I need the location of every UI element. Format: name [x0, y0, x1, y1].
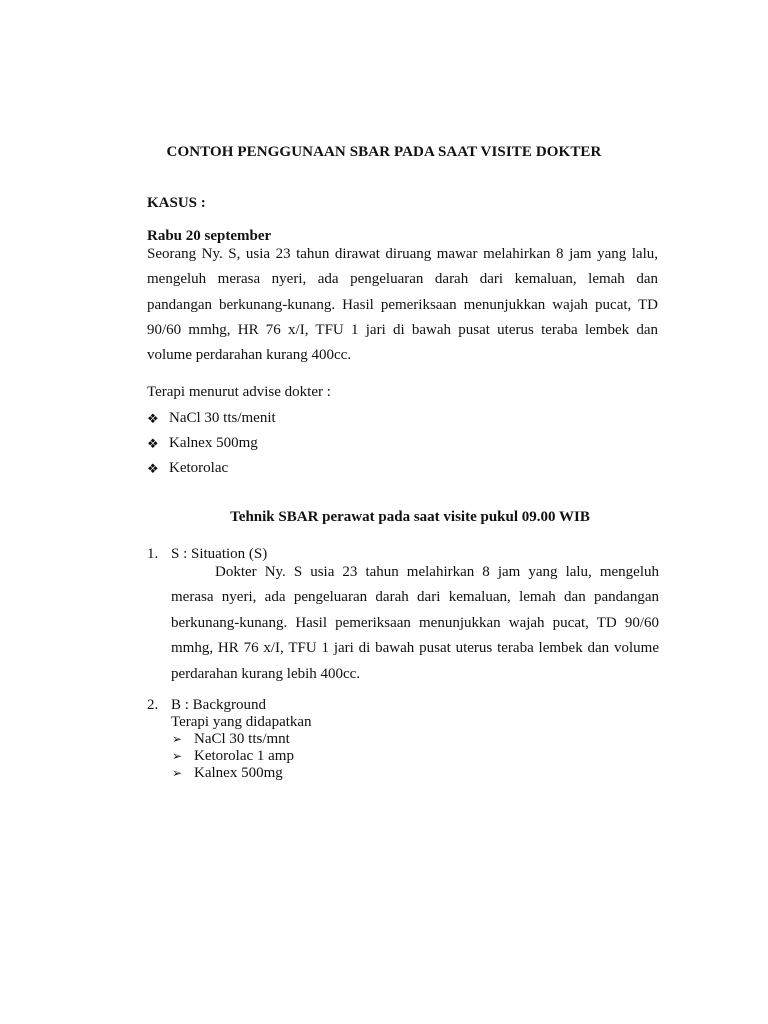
- situation-line: merasa nyeri, ada pengeluaran darah dari kemaluan, lemah dan pandangan: [171, 589, 659, 606]
- terapi-list: [147, 406, 276, 481]
- section-subtitle: Tehnik SBAR perawat pada saat visite pukul 09.00 WIB: [230, 509, 590, 525]
- arrow-bullet-icon: ➢: [172, 766, 183, 780]
- case-line: volume perdarahan kurang 400cc.: [147, 347, 352, 364]
- case-line: pandangan berkunang-kunang. Hasil pemeriksaan menunjukkan wajah pucat, TD: [147, 296, 658, 313]
- diamond-bullet-icon: ❖: [147, 460, 159, 476]
- case-line: mengeluh merasa nyeri, ada pengeluaran darah dari kemaluan, lemah dan: [147, 271, 658, 288]
- case-paragraph: [147, 242, 658, 368]
- section-heading: S : Situation (S): [171, 546, 268, 562]
- case-date: Rabu 20 september: [147, 228, 272, 244]
- case-line: Seorang Ny. S, usia 23 tahun dirawat diruang mawar melahirkan 8 jam yang lalu,: [147, 246, 658, 262]
- section-background-heading: [147, 697, 312, 714]
- situation-line: perdarahan kurang lebih 400cc.: [171, 665, 361, 682]
- section-heading: B : Background: [171, 697, 266, 713]
- background-item: NaCl 30 tts/mnt: [194, 731, 290, 747]
- list-item: [147, 765, 312, 782]
- section-background: [147, 697, 312, 782]
- list-item: [147, 406, 276, 431]
- situation-line: mmhg, HR 76 x/I, TFU 1 jari di bawah pusat uterus teraba lembek dan volume: [171, 640, 659, 657]
- situation-line: berkunang-kunang. Hasil pemeriksaan menunjukkan wajah pucat, TD 90/60: [171, 614, 659, 631]
- terapi-label: Terapi menurut advise dokter :: [147, 384, 331, 400]
- list-item: [147, 456, 276, 481]
- diamond-bullet-icon: ❖: [147, 435, 159, 451]
- section-number: 2.: [147, 697, 159, 713]
- list-item: [147, 731, 312, 748]
- list-item: [147, 748, 312, 765]
- kasus-label: KASUS :: [147, 195, 206, 211]
- diamond-bullet-icon: ❖: [147, 410, 159, 426]
- terapi-item: Kalnex 500mg: [169, 435, 258, 451]
- case-line: 90/60 mmhg, HR 76 x/I, TFU 1 jari di bawah pusat uterus teraba lembek dan: [147, 321, 658, 338]
- situation-paragraph: [171, 560, 659, 687]
- terapi-item: NaCl 30 tts/menit: [169, 410, 276, 426]
- background-item: Ketorolac 1 amp: [194, 748, 294, 764]
- situation-line: Dokter Ny. S usia 23 tahun melahirkan 8 jam yang lalu, mengeluh: [215, 564, 659, 580]
- arrow-bullet-icon: ➢: [172, 732, 183, 746]
- background-sublabel: Terapi yang didapatkan: [171, 714, 312, 730]
- arrow-bullet-icon: ➢: [172, 749, 183, 763]
- list-item: [147, 431, 276, 456]
- document-title: CONTOH PENGGUNAAN SBAR PADA SAAT VISITE DOKTER: [166, 144, 602, 160]
- background-item: Kalnex 500mg: [194, 765, 283, 781]
- terapi-item: Ketorolac: [169, 460, 229, 476]
- section-number: 1.: [147, 546, 159, 562]
